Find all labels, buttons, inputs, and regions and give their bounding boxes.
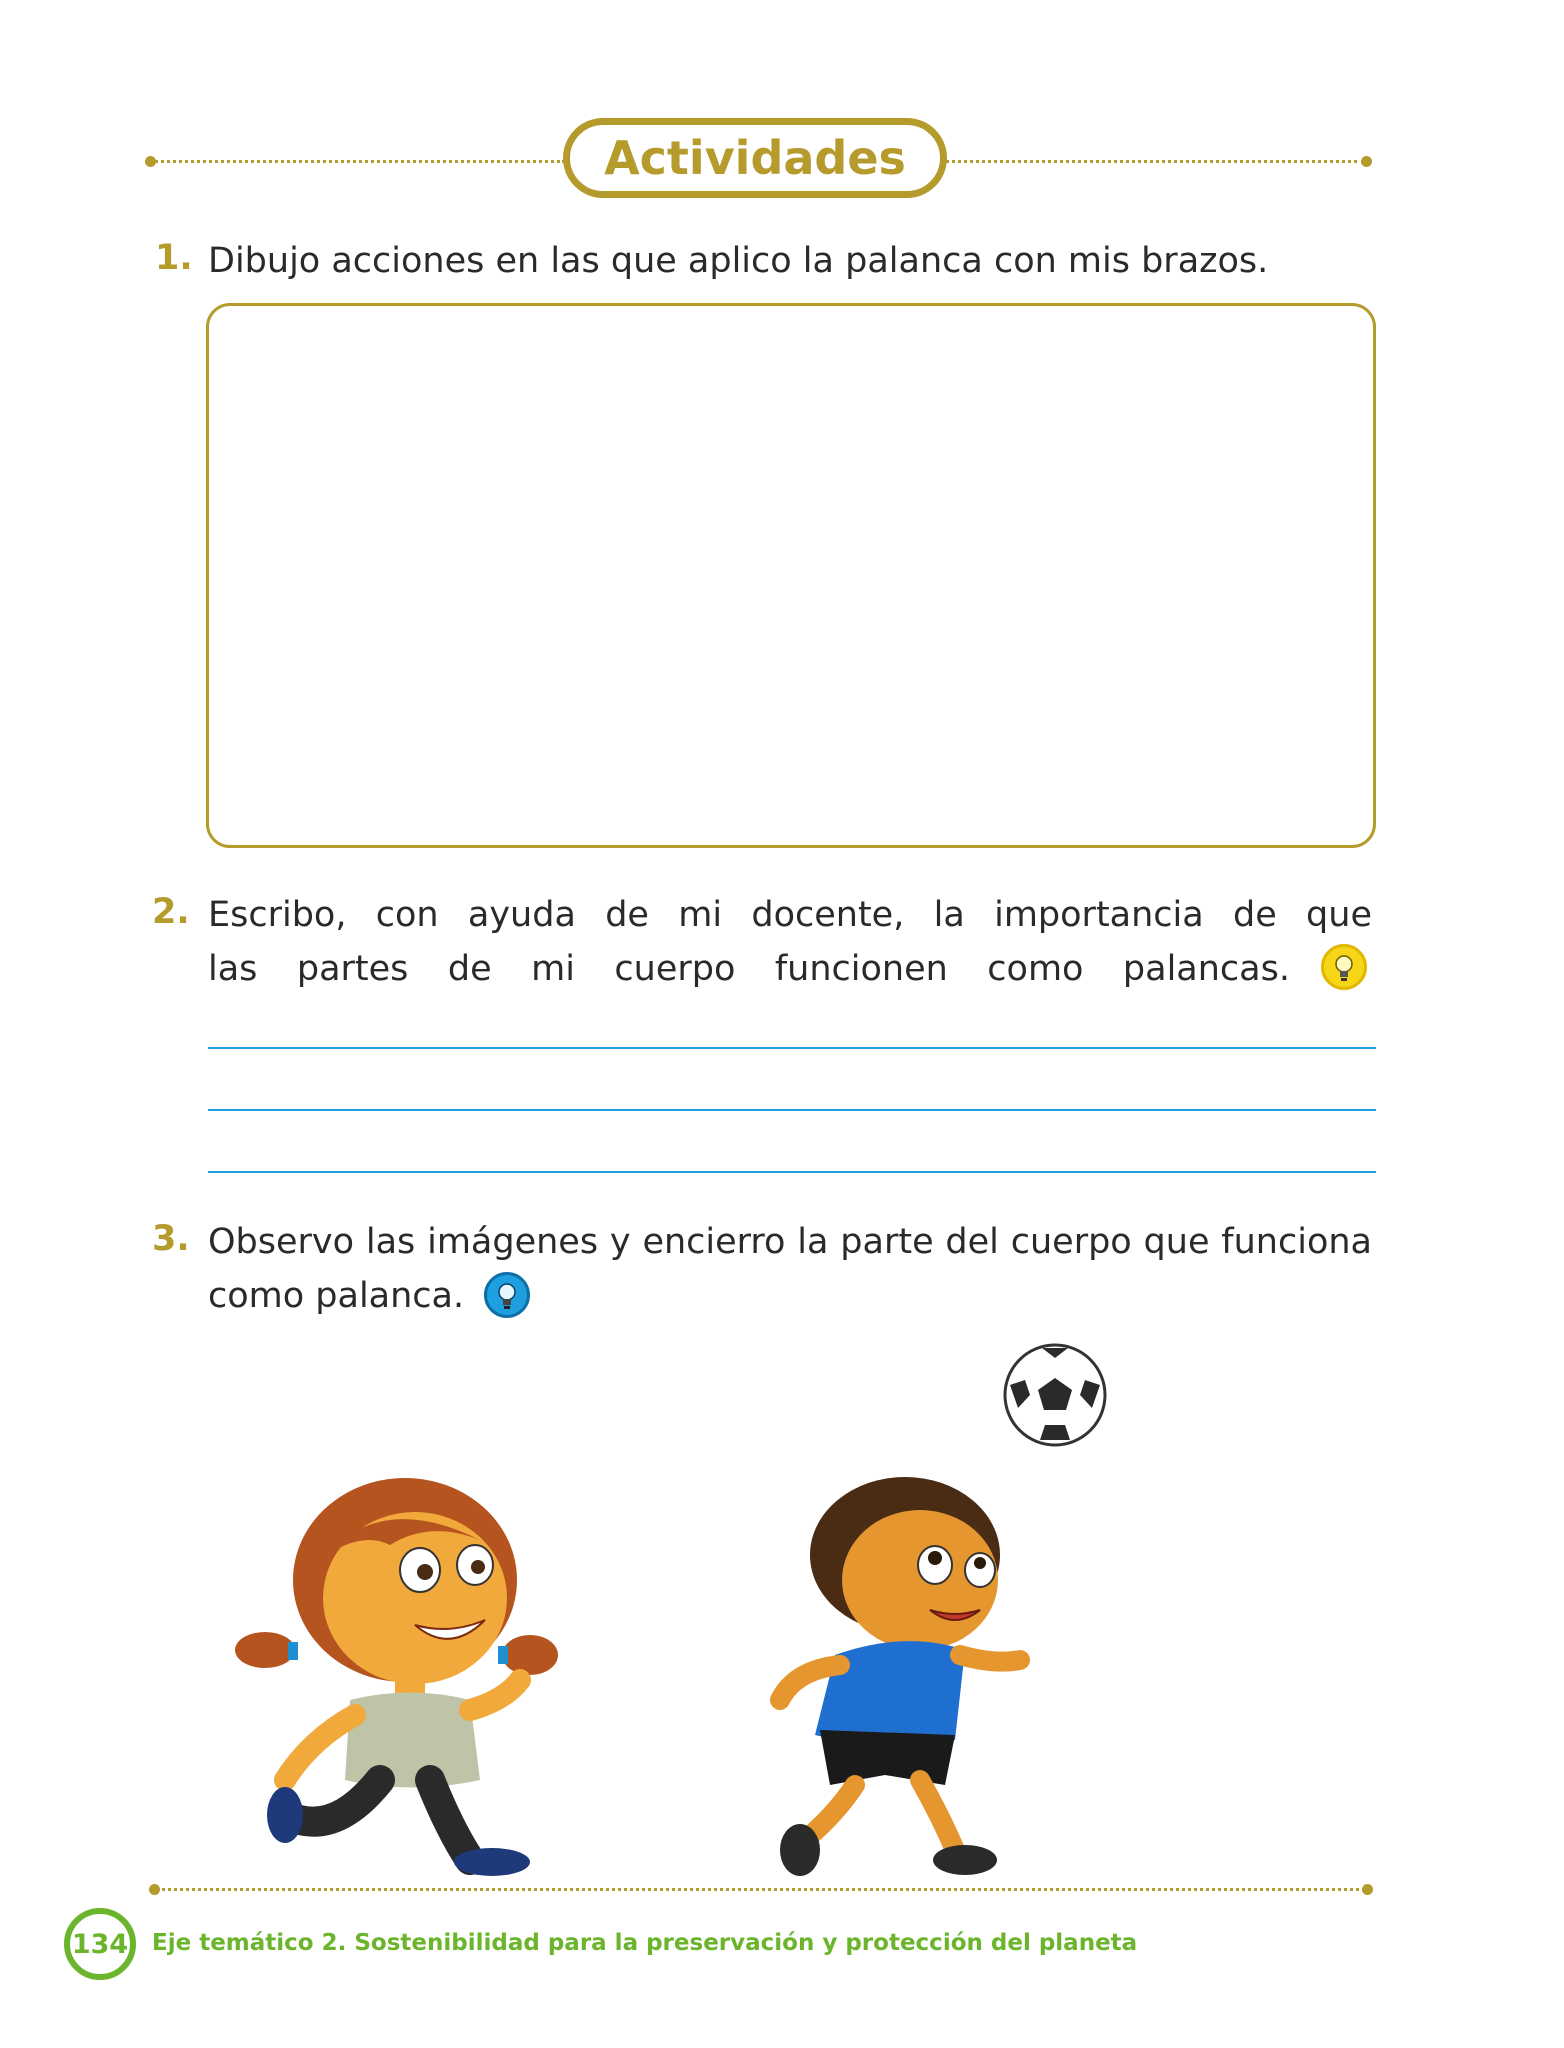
header-dot-right <box>1361 156 1372 167</box>
page-title: Actividades <box>563 118 947 198</box>
header-dot-left <box>145 156 156 167</box>
question-3-line-2: como palanca. <box>208 1276 465 1316</box>
girl-running-illustration <box>230 1450 570 1880</box>
question-1-text: Dibujo acciones en las que aplico la palanca con mis brazos. <box>208 241 1269 281</box>
boy-heading-ball-illustration <box>755 1470 1055 1880</box>
header-dotted-line-left <box>150 160 565 163</box>
header-dotted-line-right <box>945 160 1365 163</box>
footer-text: Eje temático 2. Sostenibilidad para la preservación y protección del planeta <box>152 1930 1138 1956</box>
question-2-line-2: las partes de mi cuerpo funcionen como palancas. <box>208 949 1290 989</box>
lightbulb-yellow-icon <box>1321 944 1367 990</box>
footer-dot-left <box>149 1884 160 1895</box>
answer-line-2[interactable] <box>208 1109 1376 1111</box>
footer-dot-right <box>1362 1884 1373 1895</box>
question-1-number: 1. <box>155 238 193 278</box>
page-number: 134 <box>64 1908 136 1980</box>
question-3-number: 3. <box>152 1219 190 1259</box>
answer-line-3[interactable] <box>208 1171 1376 1173</box>
lightbulb-blue-icon <box>484 1272 530 1318</box>
question-3-line-1: Observo las imágenes y encierro la parte del cuerpo que funciona <box>208 1222 1372 1262</box>
question-2-line-1: Escribo, con ayuda de mi docente, la importancia de que <box>208 895 1372 935</box>
soccer-ball-illustration <box>1000 1340 1110 1450</box>
footer-dotted-line <box>155 1888 1367 1891</box>
answer-line-1[interactable] <box>208 1047 1376 1049</box>
question-2-number: 2. <box>152 892 190 932</box>
drawing-area[interactable] <box>206 303 1376 848</box>
